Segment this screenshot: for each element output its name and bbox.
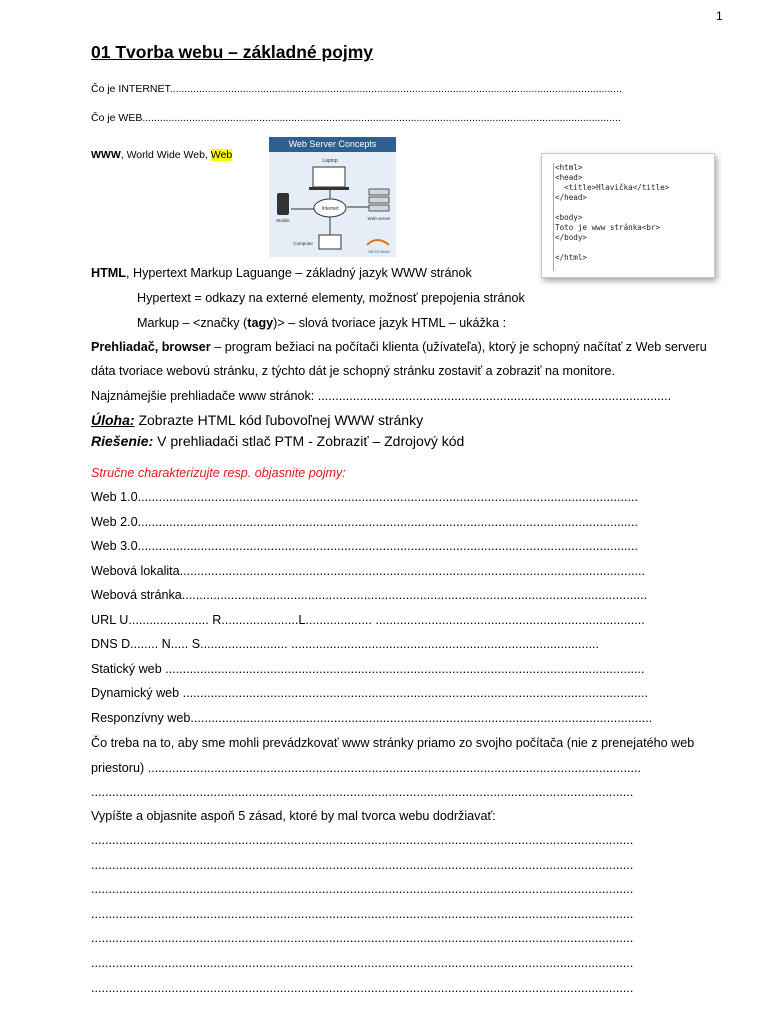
markup-text-post: )> – slová tvoriace jazyk HTML – ukážka : <box>273 316 507 330</box>
hypertext-line: Hypertext = odkazy na externé elementy, možnosť prepojenia stránok <box>137 291 525 305</box>
web-server-diagram <box>269 137 396 257</box>
code-line: <html> <box>555 163 583 172</box>
network-illustration <box>269 137 396 257</box>
diagram-label-brand: INFOCMAN <box>368 249 390 254</box>
html-line <box>91 266 472 280</box>
brand-logo-icon <box>367 240 389 245</box>
answer-line: ........................................................................................................................................................... <box>91 833 634 847</box>
answer-line: ........................................................................................................................................................... <box>91 931 634 946</box>
html-code-example <box>541 153 715 278</box>
task-line <box>91 412 423 428</box>
browser-definition-text: – program bežiaci na počítači klienta (užívateľa), ktorý je schopný načítať z Web serveru <box>210 340 707 354</box>
task-text: Zobrazte HTML kód ľubovoľnej WWW stránky <box>134 412 424 428</box>
code-line <box>555 243 705 253</box>
answer-line: ........................................................................................................................................................... <box>91 857 634 872</box>
code-line: <head> <box>555 173 583 182</box>
answer-line: ........................................................................................................................................................... <box>91 956 634 970</box>
answer-line: ........................................................................................................................................................... <box>91 882 634 897</box>
code-line: </body> <box>555 233 588 242</box>
server-icon <box>369 205 389 211</box>
task-label: Úloha: <box>91 412 135 428</box>
diagram-label-computer: Computer <box>293 241 313 246</box>
code-line: <body> <box>555 213 583 222</box>
browser-definition-2: dáta tvoriace webovú stránku, z týchto dát je schopný stránku zostaviť a zobraziť na monitore. <box>91 364 615 378</box>
code-line: Toto je www stránka<br> <box>555 223 661 232</box>
code-line <box>555 203 705 213</box>
term-line: Statický web ......................................................................................................................................... <box>91 661 645 676</box>
hosting-question-2: priestoru) ............................................................................................................................................. <box>91 761 642 775</box>
markup-line <box>137 316 506 330</box>
hosting-answer-line: ........................................................................................................................................................... <box>91 785 634 799</box>
code-lines <box>553 163 705 271</box>
term-line: Dynamický web ..................................................................................................................................... <box>91 686 649 700</box>
term-line: URL U....................... R......................L................... ............................................................................. <box>91 612 645 627</box>
instruction-text: Stručne charakterizujte resp. objasnite pojmy: <box>91 466 346 480</box>
code-line: </head> <box>555 193 588 202</box>
diagram-title: Web Server Concepts <box>269 137 396 152</box>
browser-term: Prehliadač, browser <box>91 340 211 354</box>
code-line: <title>Hlavička</title> <box>555 183 670 192</box>
html-term: HTML <box>91 266 126 280</box>
term-line: Web 2.0............................................................................................................................................... <box>91 514 639 529</box>
web-highlight: Web <box>210 149 233 161</box>
hosting-question-1: Čo treba na to, aby sme mohli prevádzkovať www stránky priamo zo svojho počítača (nie z prenejatého web <box>91 736 695 750</box>
www-term: WWW <box>91 149 121 161</box>
term-line: DNS D........ N..... S......................... ........................................................................................ <box>91 637 600 651</box>
answer-line: ........................................................................................................................................................... <box>91 906 634 921</box>
page-number: 1 <box>716 9 723 23</box>
answer-line: ........................................................................................................................................................... <box>91 980 634 995</box>
solution-text: V prehliadači stlač PTM - Zobraziť – Zdrojový kód <box>153 433 465 449</box>
diagram-label-laptop: Laptop <box>322 158 338 164</box>
rules-question: Vypíšte a objasnite aspoň 5 zásad, ktoré by mal tvorca webu dodržiavať: <box>91 809 496 823</box>
term-line: Webová stránka..................................................................................................................................... <box>91 588 648 602</box>
laptop-icon <box>313 167 345 187</box>
term-line: Web 1.0............................................................................................................................................... <box>91 490 639 504</box>
computer-icon <box>319 235 341 249</box>
code-line: </html> <box>555 253 588 262</box>
term-line: Webová lokalita..................................................................................................................................... <box>91 563 646 578</box>
term-line: Web 3.0............................................................................................................................................... <box>91 539 639 553</box>
markup-tags-term: tagy <box>247 316 274 330</box>
question-web: Čo je WEB.................................................................................................................................................................... <box>91 112 621 124</box>
solution-line <box>91 433 464 449</box>
page-title: 01 Tvorba webu – základné pojmy <box>91 42 374 62</box>
diagram-label-internet: Internet <box>321 206 339 212</box>
browsers-question: Najznámejšie prehliadače www stránok: ..................................................................................................... <box>91 389 672 403</box>
diagram-label-web-server: Web server <box>367 216 391 221</box>
browser-definition-1 <box>91 340 707 354</box>
www-line <box>91 149 232 161</box>
term-line: Responzívny web.................................................................................................................................... <box>91 710 653 725</box>
www-definition: , World Wide Web, <box>120 149 211 161</box>
diagram-label-mobile: Mobile <box>276 218 290 223</box>
markup-text-pre: Markup – <značky ( <box>137 316 248 330</box>
mobile-icon <box>277 193 289 215</box>
solution-label: Riešenie: <box>91 433 154 449</box>
html-definition: , Hypertext Markup Laguange – základný jazyk WWW stránok <box>125 266 472 280</box>
question-internet: Čo je INTERNET........................................................................................................................................................... <box>91 83 622 95</box>
